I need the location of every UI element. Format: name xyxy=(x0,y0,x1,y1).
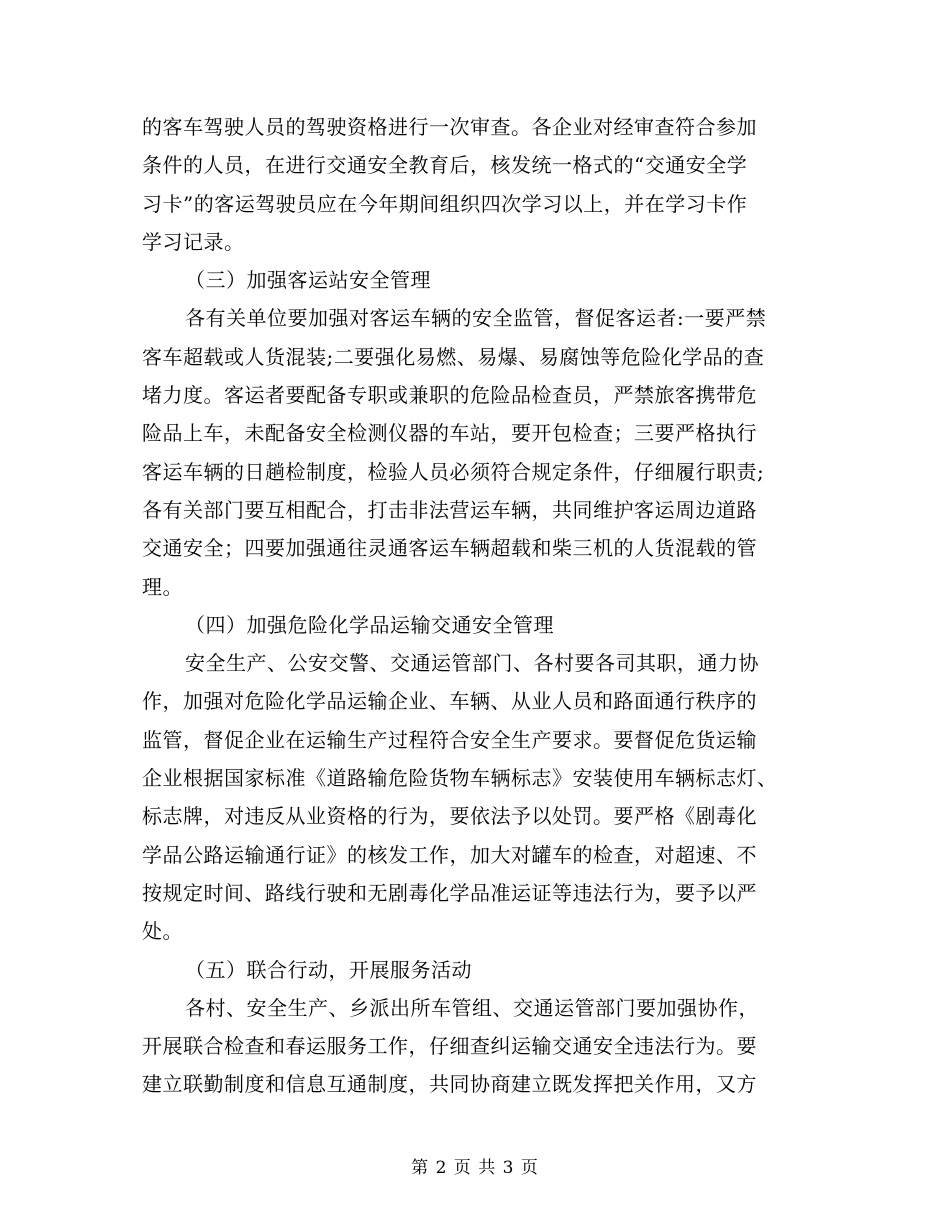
text-line: 企业根据国家标准《道路输危险货物车辆标志》安装使用车辆标志灯、 xyxy=(142,766,778,791)
text-line: 理。 xyxy=(142,574,183,599)
text-line: （四）加强危险化学品运输交通安全管理 xyxy=(185,612,554,637)
text-line: 的客车驾驶人员的驾驶资格进行一次审查。各企业对经审查符合参加 xyxy=(142,115,757,139)
text-line: 标志牌，对违反从业资格的行为，要依法予以处罚。要严格《剧毒化 xyxy=(142,804,757,829)
text-line: 客运车辆的日趟检制度，检验人员必须符合规定条件，仔细履行职责; xyxy=(142,459,765,484)
text-line: 学品公路运输通行证》的核发工作，加大对罐车的检查，对超速、不 xyxy=(142,842,757,867)
text-line: 交通安全；四要加强通往灵通客运车辆超载和柴三机的人货混载的管 xyxy=(142,536,757,561)
text-line: （三）加强客运站安全管理 xyxy=(185,268,431,293)
text-line: 各村、安全生产、乡派出所车管组、交通运管部门要加强协作， xyxy=(185,995,759,1020)
text-line: 按规定时间、路线行驶和无剧毒化学品准运证等违法行为，要予以严 xyxy=(142,880,757,905)
document-body xyxy=(142,108,808,1104)
text-line: 条件的人员，在进行交通安全教育后，核发统一格式的“交通安全学 xyxy=(142,153,748,178)
text-line: 习卡”的客运驾驶员应在今年期间组织四次学习以上，并在学习卡作 xyxy=(142,191,748,216)
page-footer: 第 2 页 共 3 页 xyxy=(411,1158,539,1178)
text-line: 建立联勤制度和信息互通制度，共同协商建立既发挥把关作用，又方 xyxy=(142,1072,757,1097)
text-line: 各有关部门要互相配合，打击非法营运车辆，共同维护客运周边道路 xyxy=(142,497,757,522)
text-line: 险品上车，未配备安全检测仪器的车站，要开包检查；三要严格执行 xyxy=(142,421,757,446)
text-line: 各有关单位要加强对客运车辆的安全监管，督促客运者:一要严禁 xyxy=(185,306,767,331)
text-line: （五）联合行动，开展服务活动 xyxy=(185,957,472,982)
text-line: 开展联合检查和春运服务工作，仔细查纠运输交通安全违法行为。要 xyxy=(142,1034,757,1059)
text-line: 监管，督促企业在运输生产过程符合安全生产要求。要督促危货运输 xyxy=(142,727,757,752)
text-line: 作，加强对危险化学品运输企业、车辆、从业人员和路面通行秩序的 xyxy=(142,689,757,714)
text-line: 客车超载或人货混装;二要强化易燃、易爆、易腐蚀等危险化学品的查 xyxy=(142,344,765,369)
text-line: 处。 xyxy=(142,919,183,944)
text-line: 学习记录。 xyxy=(142,229,245,254)
text-line: 安全生产、公安交警、交通运管部门、各村要各司其职，通力协 xyxy=(185,651,759,676)
text-line: 堵力度。客运者要配备专职或兼职的危险品检查员，严禁旅客携带危 xyxy=(142,383,757,408)
